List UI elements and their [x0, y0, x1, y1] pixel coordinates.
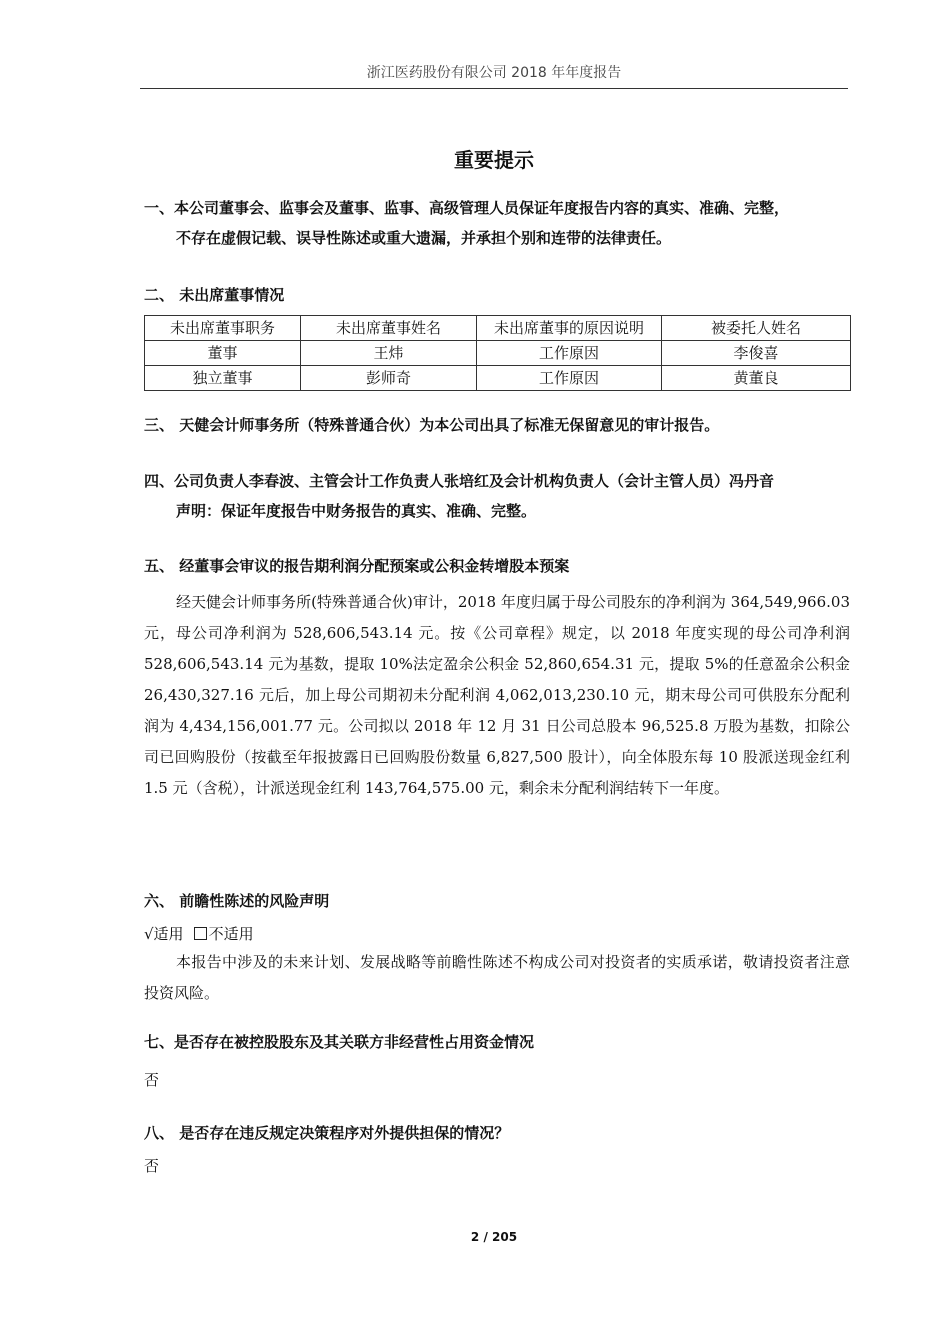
section-1-line-1: 一、本公司董事会、监事会及董事、监事、高级管理人员保证年度报告内容的真实、准确、完整， — [144, 199, 790, 217]
section-1-line-2: 不存在虚假记载、误导性陈述或重大遗漏，并承担个别和连带的法律责任。 — [176, 229, 672, 247]
table-header-cell: 未出席董事姓名 — [301, 316, 477, 341]
section-8-answer: 否 — [144, 1157, 160, 1175]
table-header-cell: 未出席董事职务 — [145, 316, 301, 341]
table-header-row — [145, 316, 851, 341]
section-4-line-1: 四、公司负责人李春波、主管会计工作负责人张培红及会计机构负责人（会计主管人员）冯丹音 — [144, 472, 775, 490]
section-1 — [144, 193, 850, 253]
section-7-heading: 七、是否存在被控股股东及其关联方非经营性占用资金情况 — [144, 1033, 535, 1051]
section-6-body: 本报告中涉及的未来计划、发展战略等前瞻性陈述不构成公司对投资者的实质承诺，敬请投资者注意投资风险。 — [144, 953, 850, 1002]
check-applicable: √适用 — [144, 925, 184, 943]
header-rule — [140, 88, 848, 89]
table-header-cell: 被委托人姓名 — [662, 316, 851, 341]
table-cell: 李俊喜 — [662, 341, 851, 366]
table-row — [145, 341, 851, 366]
section-5-heading: 五、 经董事会审议的报告期利润分配预案或公积金转增股本预案 — [144, 557, 570, 575]
table-cell: 独立董事 — [145, 366, 301, 391]
section-5-body: 经天健会计师事务所(特殊普通合伙)审计，2018 年度归属于母公司股东的净利润为 364,549,966.03 元，母公司净利润为 528,606,543.14 元。按《公司章程》规定，以 2018 年度实现的母公司净利润 528,606,543.14 元为基数，提取 10%法定盈余公积金 52,860,654.31 元，提取 5%的任意盈余公积金 26,430,327.16 元后，加上母公司期初未分配利润 4,062,013,230.10 元，期末母公司可供股东分配利润为 4,434,156,001.77 元。公司拟以 2018 年 12 月 31 日公司总股本 96,525.8 万股为基数，扣除公司已回购股份（按截至年报披露日已回购股份数量 6,827,500 股计），向全体股东每 10 股派送现金红利 1.5 元（含税），计派送现金红利 143,764,575.00 元，剩余未分配利润结转下一年度。 — [144, 593, 850, 797]
applicability-options — [144, 919, 850, 950]
check-not-applicable: 不适用 — [208, 925, 254, 943]
section-8-heading: 八、 是否存在违反规定决策程序对外提供担保的情况？ — [144, 1124, 510, 1142]
section-7-answer: 否 — [144, 1071, 160, 1089]
checkbox-icon — [194, 927, 207, 940]
table-cell: 彭师奇 — [301, 366, 477, 391]
table-cell: 工作原因 — [477, 366, 662, 391]
absent-directors-table — [144, 315, 851, 391]
section-3: 三、 天健会计师事务所（特殊普通合伙）为本公司出具了标准无保留意见的审计报告。 — [144, 416, 720, 434]
section-2-heading: 二、 未出席董事情况 — [144, 286, 285, 304]
page-number: 2 / 205 — [470, 1230, 518, 1244]
table-cell: 工作原因 — [477, 341, 662, 366]
table-row — [145, 366, 851, 391]
table-header-cell: 未出席董事的原因说明 — [477, 316, 662, 341]
section-4 — [144, 466, 850, 526]
section-6-heading: 六、 前瞻性陈述的风险声明 — [144, 892, 330, 910]
page-title: 重要提示 — [454, 148, 534, 172]
page-header: 浙江医药股份有限公司 2018 年年度报告 — [366, 65, 622, 81]
table-cell: 王炜 — [301, 341, 477, 366]
table-cell: 黄董良 — [662, 366, 851, 391]
table-cell: 董事 — [145, 341, 301, 366]
section-4-line-2: 声明：保证年度报告中财务报告的真实、准确、完整。 — [176, 502, 537, 520]
